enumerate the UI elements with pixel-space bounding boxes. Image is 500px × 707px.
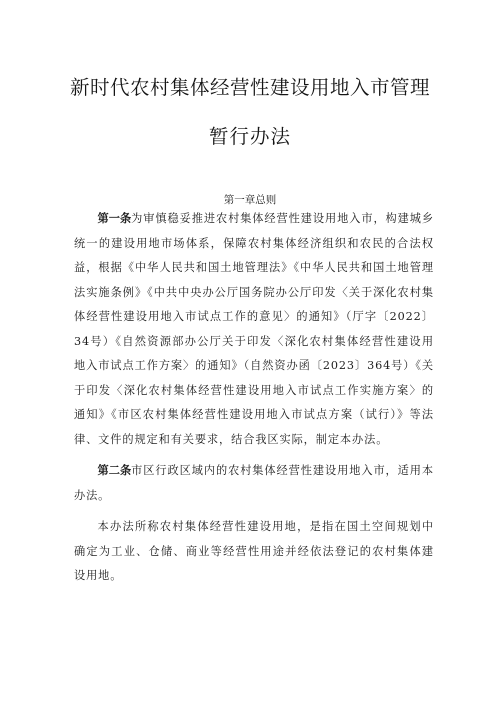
article-1-label: 第一条 (97, 212, 132, 225)
document-body (74, 207, 434, 589)
article-2-paragraph (74, 459, 434, 508)
definition-paragraph (74, 515, 434, 589)
article-2-label: 第二条 (97, 464, 132, 477)
document-title: 新时代农村集体经营性建设用地入市管理 (69, 76, 430, 99)
article-1-paragraph (74, 207, 434, 452)
document-subtitle: 暂行办法 (208, 125, 291, 148)
definition-text: 本办法所称农村集体经营性建设用地，是指在国土空间规划中确定为工业、仓储、商业等经营性用途并经依法登记的农村集体建设用地。 (74, 520, 434, 582)
article-2-text: 市区行政区域内的农村集体经营性建设用地入市，适用本办法。 (74, 464, 434, 502)
article-1-text: 为审慎稳妥推进农村集体经营性建设用地入市，构建城乡统一的建设用地市场体系，保障农村集体经济组织和农民的合法权益，根据《中华人民共和国土地管理法》《中华人民共和国土地管理法实施条例》《中共中央办公厅国务院办公厅印发〈关于深化农村集体经营性建设用地入市试点工作的意见〉的通知》（厅字〔2022〕34号）《自然资源部办公厅关于印发〈深化农村集体经营性建设用地入市试点工作方案〉的通知》（自然资办函〔2023〕364号）《关于印发〈深化农村集体经营性建设用地入市试点工作实施方案〉的通知》《市区农村集体经营性建设用地入市试点方案（试行）》等法律、文件的规定和有关要求，结合我区实际，制定本办法。 (74, 212, 434, 446)
chapter-heading: 第一章总则 (223, 194, 277, 206)
